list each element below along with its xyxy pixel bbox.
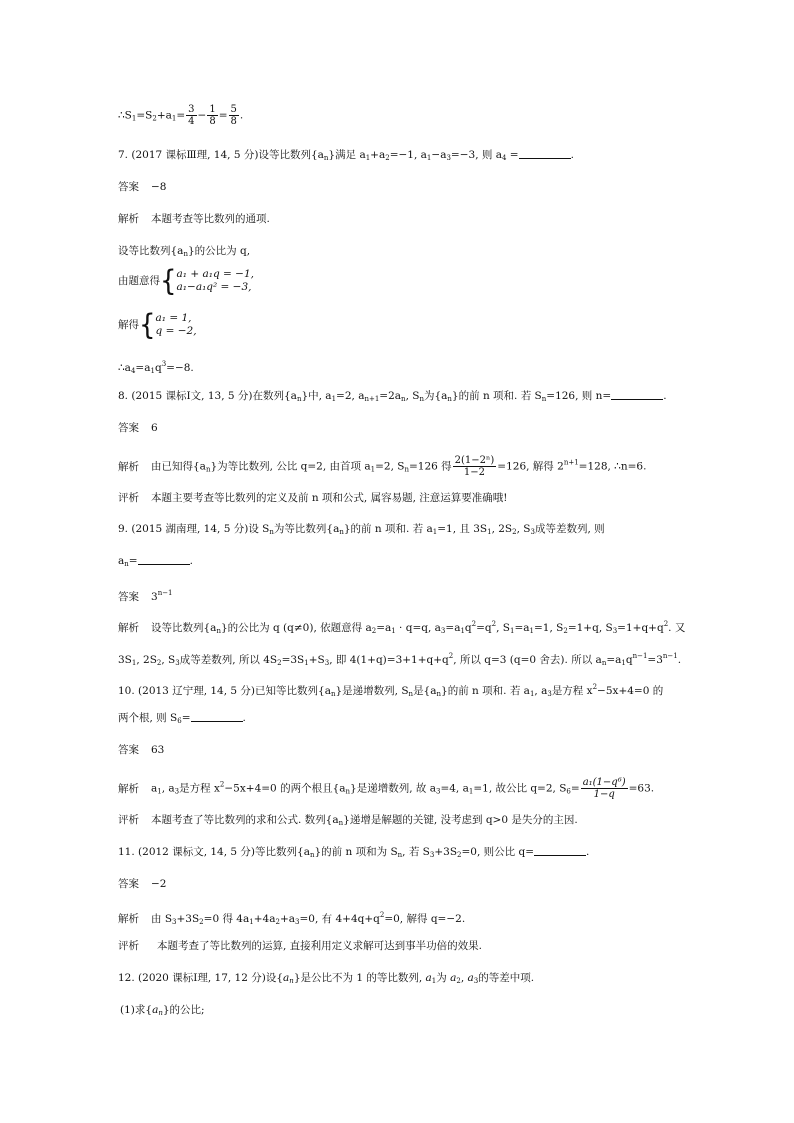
denominator: 8 — [230, 116, 237, 127]
text: = — [176, 109, 186, 122]
question-8 — [118, 389, 667, 406]
numerator: 5 — [230, 104, 237, 115]
text: =a — [445, 622, 461, 634]
subscript: 1 — [131, 659, 137, 667]
analysis-tag: 解析 — [118, 460, 139, 473]
review-11 — [118, 939, 482, 953]
equation: q = −2, — [155, 325, 197, 337]
analysis-7-result — [118, 357, 194, 378]
answer-blank[interactable] — [191, 712, 243, 722]
question-7 — [118, 148, 574, 165]
equation-rows — [156, 312, 197, 338]
analysis-8 — [118, 455, 646, 478]
numerator: a₁(1−q⁶) — [582, 777, 626, 788]
subscript: 2 — [385, 154, 390, 162]
analysis-11 — [118, 908, 465, 929]
equation: a₁ = 1, — [155, 312, 192, 324]
analysis-tag: 解析 — [118, 782, 139, 795]
text: }是递增数列, S — [335, 685, 409, 697]
subscript: n — [419, 395, 424, 403]
subscript: 2 — [457, 851, 462, 859]
question-10-line2 — [118, 711, 246, 728]
brace-icon: { — [139, 308, 156, 342]
text: , S — [496, 622, 510, 634]
analysis-9-line2 — [118, 649, 681, 670]
subscript: 2 — [275, 918, 280, 926]
text: =0, 有 4+4q+q — [299, 913, 380, 925]
analysis-7-solution — [118, 308, 197, 342]
fraction — [581, 777, 628, 800]
subscript: 1 — [171, 114, 177, 123]
text: }是公比不为 1 的等比数列, — [293, 972, 426, 984]
text: =a — [514, 622, 530, 634]
text: 解得 — [118, 319, 139, 331]
text: − — [197, 109, 207, 122]
text: =126 得 — [408, 460, 452, 473]
subscript: 2 — [456, 977, 461, 985]
text: 为 — [436, 972, 451, 984]
superscript: 2 — [491, 620, 497, 628]
subscript: 4 — [501, 154, 507, 162]
answer-value: 63 — [151, 744, 165, 756]
subscript: 3 — [612, 627, 618, 635]
text: =a — [135, 362, 151, 374]
subscript: 3 — [324, 659, 330, 667]
text: }的前 n 项和. 若 S — [451, 390, 542, 402]
text: 本题主要考查等比数列的定义及前 n 项和公式, 属容易题, 注意运算要准确哦! — [151, 492, 508, 504]
text: =1, 故公比 q=2, S — [473, 782, 567, 795]
text: +a — [370, 149, 386, 161]
subscript: 1 — [510, 627, 515, 635]
text: +S — [308, 654, 325, 666]
text: =−8. — [166, 362, 194, 374]
subscript: 1 — [365, 154, 371, 162]
superscript: 2 — [219, 780, 225, 789]
subscript: 6 — [566, 787, 571, 796]
answer-value: 3 — [151, 591, 158, 603]
subscript: n — [601, 659, 607, 667]
review-8 — [118, 491, 508, 505]
answer-blank[interactable] — [519, 149, 571, 159]
answer-blank[interactable] — [138, 555, 190, 565]
text: = — [181, 712, 191, 724]
text: 本题考查了等比数列的运算, 直接利用定义求解可达到事半功倍的效果. — [157, 940, 483, 952]
subscript: 3 — [547, 690, 552, 698]
text: +3S — [434, 846, 458, 858]
text: 由题意得 — [118, 275, 160, 287]
text: =−1, a — [389, 149, 427, 161]
text: = — [128, 555, 138, 567]
subscript: 3 — [440, 627, 446, 635]
text: . — [663, 390, 667, 402]
subscript: 1 — [529, 690, 535, 698]
subscript: n — [339, 528, 344, 536]
superscript: 2 — [592, 683, 598, 691]
text: }的前 n 项和. 若 a — [343, 523, 433, 535]
answer-10 — [118, 743, 164, 757]
text: 3S — [118, 654, 132, 666]
variable: a — [425, 972, 432, 984]
subscript: 1 — [487, 528, 492, 536]
text: =63. — [628, 782, 655, 795]
subscript: 1 — [621, 659, 626, 667]
text: . — [189, 555, 193, 567]
text: , S — [405, 390, 420, 402]
subscript: 2 — [512, 528, 517, 536]
variable: a — [152, 1004, 159, 1016]
fraction — [229, 104, 239, 127]
brace-icon: { — [160, 264, 177, 298]
text: 8. (2015 课标Ⅰ文, 13, 5 分)在数列{a — [118, 390, 297, 402]
analysis-7 — [118, 212, 270, 226]
answer-value: 6 — [151, 422, 158, 434]
subscript: n — [323, 154, 329, 162]
numerator: 2(1−2ⁿ) — [454, 455, 495, 466]
review-10 — [118, 813, 578, 830]
text: 由已知得{a — [151, 460, 206, 473]
text: +a — [156, 109, 172, 122]
analysis-tag: 解析 — [118, 622, 139, 634]
equation: a₁ + a₁q = −1, — [176, 268, 254, 280]
subscript: n — [309, 851, 315, 859]
analysis-10 — [118, 777, 654, 800]
superscript: 2 — [379, 911, 385, 919]
superscript: n−1 — [632, 652, 648, 660]
text: , 即 4(1+q)=3+1+q+q — [329, 654, 449, 666]
text: =126, 解得 2 — [497, 460, 564, 473]
text: 成等差数列, 所以 4S — [179, 654, 278, 666]
text: +4a — [253, 913, 276, 925]
subscript: 4 — [130, 367, 136, 375]
variable: a — [283, 972, 290, 984]
fraction — [186, 104, 196, 127]
text: , a — [161, 782, 175, 795]
text: . — [677, 654, 682, 666]
text: }满足 a — [328, 149, 366, 161]
text: }中, a — [301, 390, 332, 402]
question-12-part1 — [120, 1003, 205, 1020]
subscript: n — [183, 250, 188, 258]
subscript: 3 — [175, 659, 180, 667]
text: =0 得 4a — [203, 913, 250, 925]
answer-tag: 答案 — [118, 591, 139, 603]
review-tag: 评析 — [118, 940, 139, 952]
subscript: n — [124, 560, 129, 568]
subscript: 2 — [199, 918, 204, 926]
subscript: 3 — [172, 918, 177, 926]
text: . 又 — [668, 622, 686, 634]
text: , 2S — [491, 523, 513, 535]
text: }的前 n 项和. 若 a — [441, 685, 530, 697]
variable: a — [467, 972, 474, 984]
text: , S — [161, 654, 176, 666]
question-9-line2 — [118, 554, 193, 571]
text: }的前 n 项和为 S — [314, 846, 398, 858]
review-tag: 评析 — [118, 814, 139, 826]
text: . — [570, 149, 574, 161]
text: q — [154, 362, 162, 374]
text: 的等差中项. — [478, 972, 535, 984]
subscript: n — [269, 528, 274, 536]
subscript: n — [338, 819, 344, 827]
text: =q — [476, 622, 492, 634]
text: }的公比; — [162, 1004, 205, 1016]
text: =3 — [647, 654, 663, 666]
text: =3S — [281, 654, 305, 666]
subscript: n — [345, 787, 351, 796]
subscript: 3 — [295, 918, 300, 926]
text: =0, 解得 q=−2. — [384, 913, 466, 925]
text: =1+q, S — [567, 622, 613, 634]
subscript: 3 — [446, 154, 451, 162]
answer-tag: 答案 — [118, 422, 139, 434]
text: =2a — [379, 390, 402, 402]
text: =4, a — [440, 782, 469, 795]
text: = — [506, 149, 519, 161]
denominator: 4 — [188, 116, 195, 127]
text: 成等差数列, 则 — [534, 523, 605, 535]
text: −a — [431, 149, 447, 161]
text: +3S — [176, 913, 200, 925]
subscript: n — [447, 395, 452, 403]
text: 11. (2012 课标文, 14, 5 分)等比数列{a — [118, 846, 310, 858]
subscript: 1 — [249, 918, 254, 926]
fraction — [207, 104, 217, 127]
text: =S — [136, 109, 153, 122]
text: 是{a — [413, 685, 437, 697]
text: . — [242, 712, 246, 724]
subscript: 1 — [370, 465, 376, 474]
subscript: 1 — [131, 114, 137, 123]
text: ∴S — [118, 109, 132, 122]
text: 是方程 x — [551, 685, 593, 697]
text: =a — [376, 622, 392, 634]
text: 本题考查了等比数列的求和公式. 数列{a — [151, 814, 339, 826]
review-tag: 评析 — [118, 492, 139, 504]
subscript: 2 — [156, 659, 162, 667]
equation: a₁−a₁q² = −3, — [176, 281, 252, 293]
text: 由 S — [151, 913, 173, 925]
text: =2, a — [336, 390, 365, 402]
superscript: 2 — [448, 652, 454, 660]
subscript: n — [158, 1009, 163, 1017]
answer-blank[interactable] — [611, 390, 663, 400]
text: = — [218, 109, 228, 122]
subscript: n+1 — [364, 395, 380, 403]
answer-7 — [118, 180, 166, 194]
answer-11 — [118, 877, 166, 891]
question-12 — [118, 971, 534, 988]
text: =2, S — [375, 460, 405, 473]
subscript: 1 — [391, 627, 396, 635]
text: 本题考查等比数列的通项. — [151, 213, 270, 225]
text: 设等比数列{a — [151, 622, 217, 634]
answer-value: −2 — [151, 878, 167, 890]
answer-8 — [118, 421, 158, 435]
superscript: 2 — [471, 620, 477, 628]
text: }为等比数列, 公比 q=2, 由首项 a — [210, 460, 371, 473]
superscript: n−1 — [157, 589, 173, 597]
text: , 所以 q=3 (q=0 舍去). 所以 a — [453, 654, 602, 666]
text: 两个根, 则 S — [118, 712, 178, 724]
subscript: n — [404, 465, 409, 474]
fraction — [453, 455, 497, 478]
subscript: n — [216, 627, 221, 635]
subscript: 6 — [177, 717, 182, 725]
text: =0, 则公比 q= — [461, 846, 534, 858]
answer-tag: 答案 — [118, 744, 139, 756]
subscript: 3 — [429, 851, 435, 859]
superscript: n+1 — [563, 458, 579, 467]
subscript: 1 — [150, 367, 155, 375]
denominator: 8 — [209, 116, 216, 127]
text: −5x+4=0 的两个根且{a — [224, 782, 346, 795]
text: · q=q, a — [395, 622, 441, 634]
superscript: n−1 — [662, 652, 678, 660]
subscript: n — [397, 851, 403, 859]
answer-blank[interactable] — [534, 846, 586, 856]
subscript: 1 — [431, 977, 437, 985]
text: , 2S — [136, 654, 157, 666]
subscript: 2 — [277, 659, 282, 667]
text: =−3, 则 a — [450, 149, 502, 161]
text: −5x+4=0 的 — [597, 685, 664, 697]
numerator: 1 — [209, 104, 216, 115]
question-9 — [118, 522, 605, 539]
text: =1, S — [534, 622, 564, 634]
text: 7. (2017 课标Ⅲ理, 14, 5 分)设等比数列{a — [118, 149, 324, 161]
text: =128, ∴n=6. — [578, 460, 647, 473]
text: q — [464, 622, 472, 634]
text: , — [460, 972, 468, 984]
subscript: 1 — [426, 154, 432, 162]
text: }是递增数列, 故 a — [350, 782, 436, 795]
answer-9 — [118, 586, 173, 604]
text: 12. (2020 课标Ⅰ理, 17, 12 分)设{ — [118, 972, 284, 984]
text: . — [586, 846, 590, 858]
subscript: 3 — [473, 977, 479, 985]
text: =126, 则 n= — [546, 390, 612, 402]
text: 10. (2013 辽宁理, 14, 5 分)已知等比数列{a — [118, 685, 331, 697]
analysis-9 — [118, 617, 685, 638]
text: =1, 且 3S — [437, 523, 488, 535]
answer-tag: 答案 — [118, 878, 139, 890]
subscript: n — [408, 690, 414, 698]
subscript: n — [401, 395, 406, 403]
text: 是方程 x — [179, 782, 220, 795]
superscript: 3 — [161, 360, 167, 368]
subscript: n — [205, 465, 211, 474]
text: +a — [279, 913, 295, 925]
text: }的公比为 q, — [187, 245, 251, 257]
subscript: 1 — [468, 787, 474, 796]
answer-tag: 答案 — [118, 181, 139, 193]
text: q — [625, 654, 633, 666]
summary-line — [118, 104, 243, 127]
denominator: 1−2 — [463, 467, 486, 478]
subscript: n — [541, 395, 547, 403]
text: =1+q+q — [617, 622, 664, 634]
text: = — [570, 782, 580, 795]
analysis-tag: 解析 — [118, 913, 139, 925]
text: }的公比为 q (q≠0), 依题意得 a — [220, 622, 372, 634]
text: . — [239, 109, 244, 122]
subscript: 1 — [529, 627, 534, 635]
subscript: 3 — [530, 528, 535, 536]
subscript: 1 — [432, 528, 438, 536]
equation-rows — [177, 268, 254, 294]
question-11 — [118, 845, 589, 862]
question-10 — [118, 680, 663, 701]
subscript: 1 — [331, 395, 337, 403]
text: , S — [516, 523, 531, 535]
subscript: n — [436, 690, 442, 698]
text: , 若 S — [402, 846, 430, 858]
subscript: 1 — [157, 787, 162, 796]
subscript: 2 — [371, 627, 377, 635]
subscript: n — [289, 977, 294, 985]
subscript: n — [296, 395, 302, 403]
subscript: 1 — [460, 627, 465, 635]
subscript: n — [330, 690, 336, 698]
text: (1)求{ — [120, 1004, 153, 1016]
text: 为{a — [423, 390, 448, 402]
denominator: 1−q — [593, 789, 615, 800]
text: 为等比数列{a — [273, 523, 340, 535]
text: 设等比数列{a — [118, 245, 184, 257]
subscript: 3 — [435, 787, 441, 796]
analysis-7-line2 — [118, 244, 250, 261]
analysis-7-system — [118, 264, 254, 298]
text: ∴a — [118, 362, 131, 374]
analysis-tag: 解析 — [118, 213, 139, 225]
subscript: 2 — [152, 114, 157, 123]
text: a — [118, 555, 125, 567]
text: a — [151, 782, 158, 795]
text: =a — [606, 654, 622, 666]
variable: a — [450, 972, 457, 984]
text: }递增是解题的关键, 没考虑到 q>0 是失分的主因. — [343, 814, 578, 826]
numerator: 3 — [188, 104, 195, 115]
text: 9. (2015 湖南理, 14, 5 分)设 S — [118, 523, 270, 535]
superscript: 2 — [663, 620, 669, 628]
subscript: 2 — [563, 627, 568, 635]
subscript: 1 — [304, 659, 309, 667]
subscript: 3 — [174, 787, 180, 796]
text: , a — [534, 685, 548, 697]
answer-value: −8 — [151, 181, 167, 193]
